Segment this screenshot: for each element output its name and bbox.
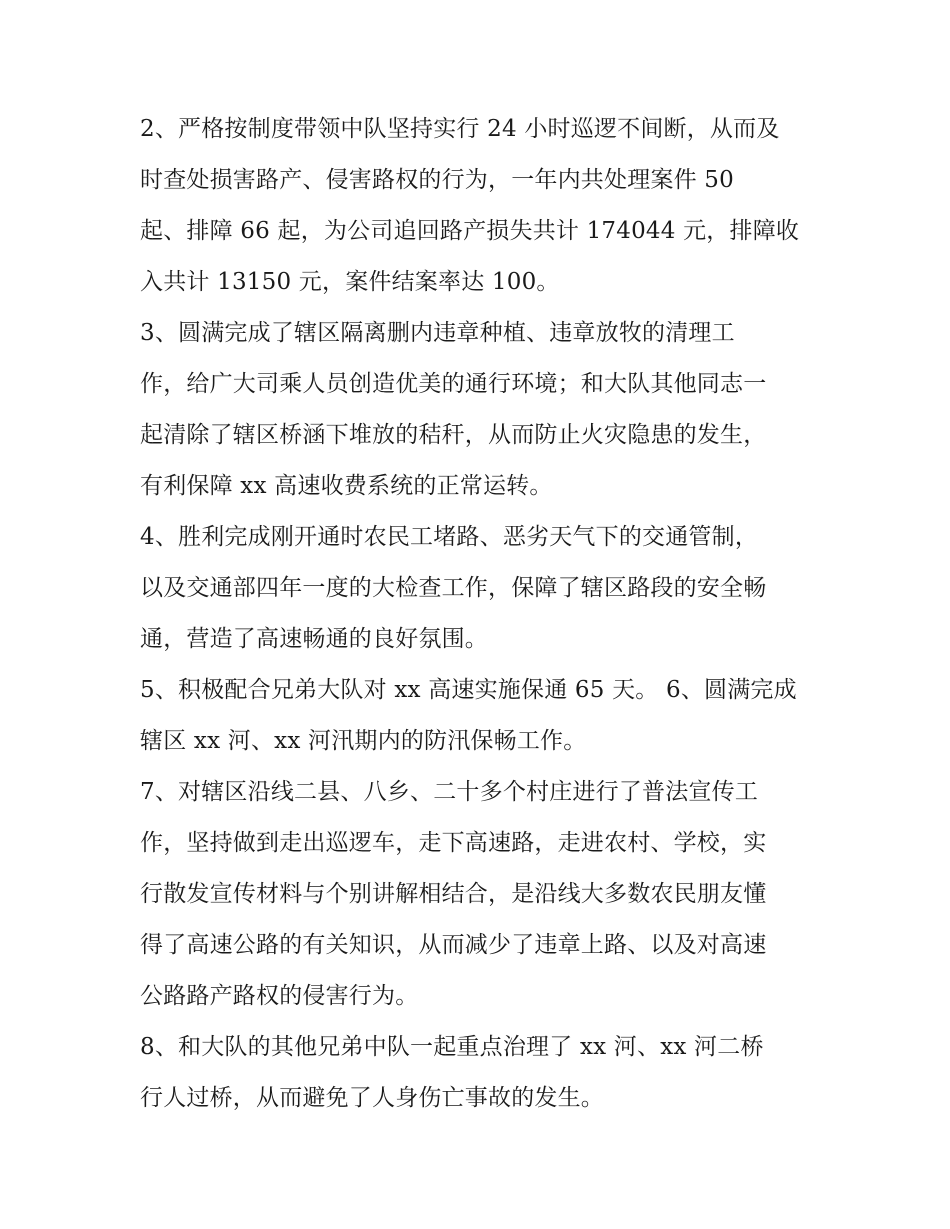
- text-line: 5、积极配合兄弟大队对 xx 高速实施保通 65 天。 6、圆满完成: [140, 677, 797, 703]
- text-line: 起、排障 66 起，为公司追回路产损失共计 174044 元，排障收: [140, 218, 800, 244]
- text-line: 入共计 13150 元，案件结案率达 100。: [140, 269, 560, 295]
- text-line: 8、和大队的其他兄弟中队一起重点治理了 xx 河、xx 河二桥: [140, 1034, 764, 1060]
- text-line: 公路路产路权的侵害行为。: [140, 983, 419, 1009]
- text-line: 行人过桥，从而避免了人身伤亡事故的发生。: [140, 1085, 604, 1111]
- text-line: 得了高速公路的有关知识，从而减少了违章上路、以及对高速: [140, 932, 767, 958]
- text-line: 作，坚持做到走出巡逻车，走下高速路，走进农村、学校，实: [140, 830, 767, 856]
- text-line: 辖区 xx 河、xx 河汛期内的防汛保畅工作。: [140, 728, 587, 754]
- text-line: 3、圆满完成了辖区隔离删内违章种植、违章放牧的清理工: [140, 320, 735, 346]
- text-line: 有利保障 xx 高速收费系统的正常运转。: [140, 473, 553, 499]
- text-line: 通，营造了高速畅通的良好氛围。: [140, 626, 488, 652]
- document-body: [140, 104, 820, 1124]
- text-line: 时查处损害路产、侵害路权的行为，一年内共处理案件 50: [140, 167, 734, 193]
- text-line: 2、严格按制度带领中队坚持实行 24 小时巡逻不间断，从而及: [140, 116, 780, 142]
- text-line: 作，给广大司乘人员创造优美的通行环境；和大队其他同志一: [140, 371, 767, 397]
- text-line: 4、胜利完成刚开通时农民工堵路、恶劣天气下的交通管制，: [140, 524, 759, 550]
- text-line: 以及交通部四年一度的大检查工作，保障了辖区路段的安全畅: [140, 575, 767, 601]
- text-line: 起清除了辖区桥涵下堆放的秸秆，从而防止火灾隐患的发生，: [140, 422, 767, 448]
- text-line: 行散发宣传材料与个别讲解相结合，是沿线大多数农民朋友懂: [140, 881, 767, 907]
- text-line: 7、对辖区沿线二县、八乡、二十多个村庄进行了普法宣传工: [140, 779, 759, 805]
